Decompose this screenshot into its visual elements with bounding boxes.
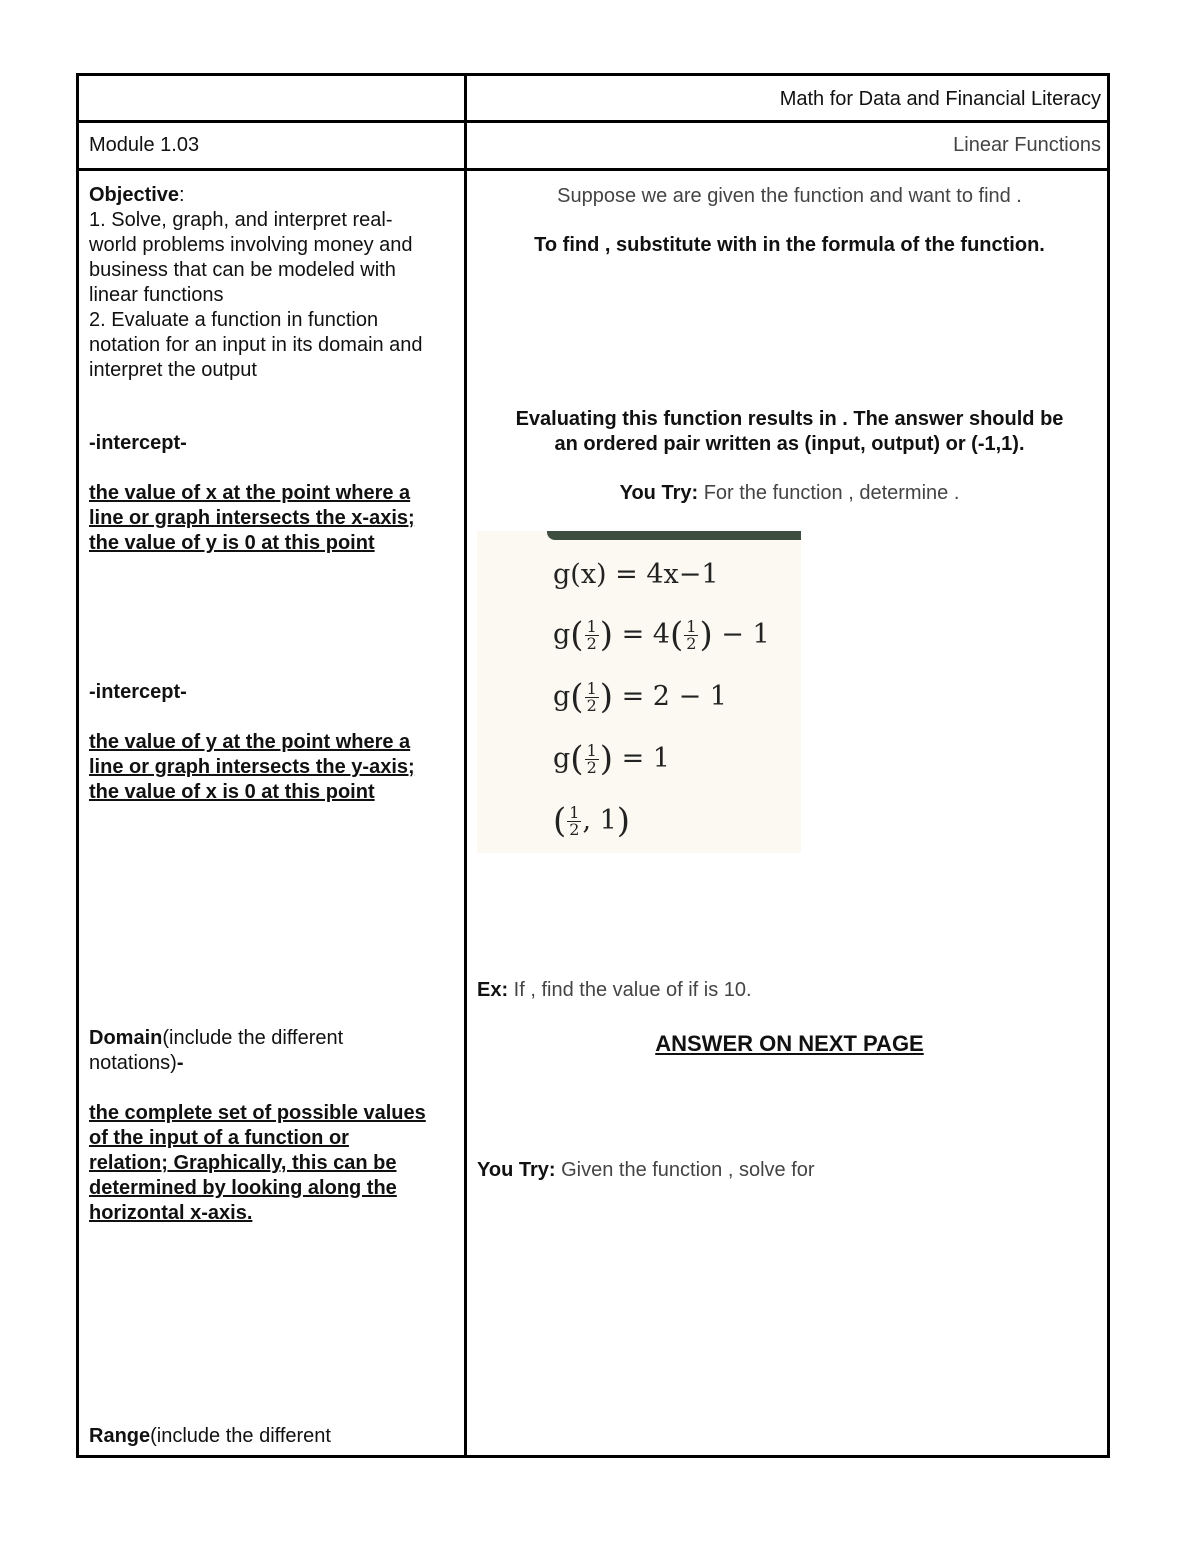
fraction-num: 1	[586, 617, 597, 636]
objective-2c: interpret the output	[89, 359, 257, 381]
image-header-bar	[547, 531, 801, 540]
y-intercept-definition	[89, 730, 454, 805]
x-intercept-def-2: line or graph intersects the x-axis;	[89, 507, 415, 529]
fraction-half	[585, 743, 599, 776]
fraction-num: 1	[586, 679, 597, 698]
answer-next-text: ANSWER ON NEXT PAGE	[655, 1031, 924, 1056]
fraction-half	[567, 805, 581, 838]
objective-2b: notation for an input in its domain and	[89, 334, 423, 356]
you-try-1	[477, 481, 1102, 506]
domain-def-2: of the input of a function or	[89, 1127, 349, 1149]
evaluating-line-1: Evaluating this function results in . The answer should be	[515, 408, 1064, 430]
y-intercept-def-2: line or graph intersects the y-axis;	[89, 756, 415, 778]
math-line-3: g( $\frac{1}{2}$ ) = 2 − 1	[553, 677, 727, 717]
domain-def-3: relation; Graphically, this can be	[89, 1152, 397, 1174]
fraction-num: 1	[686, 617, 697, 636]
g-symbol: g	[553, 619, 571, 650]
topic-title: Linear Functions	[953, 134, 1101, 156]
comma-one: , 1	[582, 805, 617, 836]
objective-colon: :	[179, 184, 185, 206]
math-line-1: g(x) = 4x−1	[553, 559, 719, 590]
objective-1a: 1. Solve, graph, and interpret real-	[89, 209, 393, 231]
equals-two-minus-one: = 2 − 1	[613, 681, 727, 712]
fraction-den: 2	[586, 758, 597, 777]
y-intercept-label: -intercept-	[89, 681, 187, 703]
fraction-half	[585, 681, 599, 714]
x-intercept-def-3: the value of y is 0 at this point	[89, 532, 375, 554]
math-line-4: g( $\frac{1}{2}$ ) = 1	[553, 739, 670, 779]
range-heading	[89, 1424, 454, 1449]
you-try-2-label: You Try:	[477, 1159, 556, 1181]
evaluating-line-2: an ordered pair written as (input, output) or (-1,1).	[554, 433, 1025, 455]
domain-def-5: horizontal x-axis.	[89, 1202, 253, 1224]
evaluating-text	[477, 407, 1102, 457]
equals-four: = 4	[613, 619, 670, 650]
g-symbol: g	[553, 681, 571, 712]
ex-label: Ex:	[477, 979, 509, 1001]
ex-text: If , find the value of if is 10.	[508, 979, 752, 1001]
fraction-den: 2	[586, 696, 597, 715]
domain-def-4: determined by looking along the	[89, 1177, 397, 1199]
x-intercept-definition	[89, 481, 454, 556]
worked-example-image	[477, 531, 801, 853]
you-try-2	[477, 1158, 1102, 1183]
module-number: Module 1.03	[89, 134, 200, 156]
minus-one: − 1	[712, 619, 770, 650]
objective-label: Objective	[89, 184, 180, 206]
domain-definition	[89, 1101, 454, 1226]
x-intercept-label: -intercept-	[89, 432, 187, 454]
domain-note-2: notations)	[89, 1052, 177, 1074]
objective-1d: linear functions	[89, 284, 224, 306]
fraction-den: 2	[586, 634, 597, 653]
objective-2a: 2. Evaluate a function in function	[89, 309, 379, 331]
fraction-half	[585, 619, 599, 652]
fraction-half-2	[684, 619, 698, 652]
range-label: Range	[89, 1425, 151, 1447]
math-line-5: ( $\frac{1}{2}$ , 1)	[553, 801, 631, 841]
g-symbol: g	[553, 743, 571, 774]
fraction-den: 2	[686, 634, 697, 653]
y-intercept-def-1: the value of y at the point where a	[89, 731, 411, 753]
equals-one: = 1	[613, 743, 670, 774]
column-divider	[464, 76, 467, 1455]
example-text	[477, 978, 1102, 1003]
domain-dash: -	[176, 1052, 184, 1074]
domain-heading	[89, 1026, 454, 1076]
objective-block	[89, 183, 454, 383]
row-divider-2	[79, 168, 1107, 171]
suppose-text: Suppose we are given the function and want to find .	[557, 185, 1022, 207]
math-line-2: g( $\frac{1}{2}$ ) = 4( $\frac{1}{2}$ ) − 1	[553, 615, 770, 655]
answer-next-page	[477, 1031, 1102, 1056]
row-divider-1	[79, 120, 1107, 123]
you-try-text: For the function , determine .	[698, 482, 960, 504]
x-intercept-def-1: the value of x at the point where a	[89, 482, 411, 504]
y-intercept-def-3: the value of x is 0 at this point	[89, 781, 375, 803]
domain-note-1: (include the different	[162, 1027, 344, 1049]
domain-def-1: the complete set of possible values	[89, 1102, 426, 1124]
range-note: (include the different	[150, 1425, 331, 1447]
fraction-den: 2	[569, 820, 580, 839]
notes-table	[76, 73, 1110, 1458]
you-try-2-text: Given the function , solve for	[555, 1159, 815, 1181]
to-find-text: To find , substitute with in the formula of the function.	[534, 234, 1045, 256]
fraction-num: 1	[586, 741, 597, 760]
fraction-num: 1	[569, 803, 580, 822]
objective-1c: business that can be modeled with	[89, 259, 396, 281]
course-title: Math for Data and Financial Literacy	[779, 88, 1101, 110]
domain-label: Domain	[89, 1027, 163, 1049]
you-try-label: You Try:	[619, 482, 699, 504]
objective-1b: world problems involving money and	[89, 234, 413, 256]
